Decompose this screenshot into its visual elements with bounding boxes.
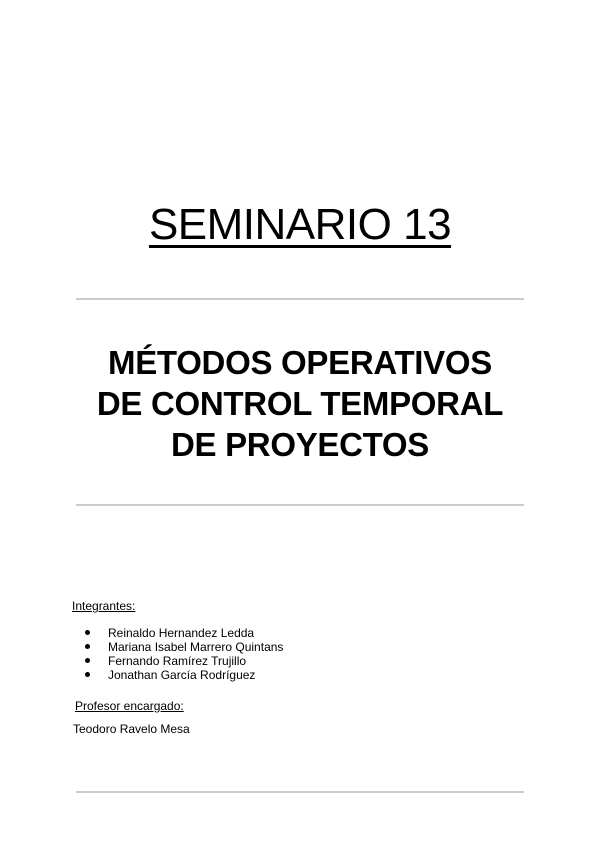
list-item (72, 668, 283, 682)
members-label: Integrantes: (72, 599, 136, 613)
list-item (72, 626, 283, 640)
divider-top (76, 298, 524, 300)
divider-bottom (76, 791, 524, 793)
main-title-line-3: DE PROYECTOS (170, 426, 429, 463)
bullet-icon (85, 644, 90, 649)
bullet-icon (85, 672, 90, 677)
main-title (40, 342, 560, 465)
member-name: Jonathan García Rodríguez (108, 668, 256, 682)
member-name: Reinaldo Hernandez Ledda (108, 626, 255, 640)
member-name: Mariana Isabel Marrero Quintans (108, 640, 284, 654)
main-title-line-1: MÉTODOS OPERATIVOS (108, 344, 492, 381)
professor-label: Profesor encargado: (75, 699, 184, 713)
member-name: Fernando Ramírez Trujillo (108, 654, 247, 668)
divider-middle (76, 504, 524, 506)
list-item (72, 654, 283, 668)
seminar-title-text: SEMINARIO 13 (148, 200, 452, 249)
list-item (72, 640, 283, 654)
members-list (72, 626, 283, 682)
professor-name: Teodoro Ravelo Mesa (73, 722, 190, 736)
seminar-title (0, 197, 600, 253)
bullet-icon (85, 658, 90, 663)
main-title-line-2: DE CONTROL TEMPORAL (96, 385, 504, 422)
bullet-icon (85, 630, 90, 635)
